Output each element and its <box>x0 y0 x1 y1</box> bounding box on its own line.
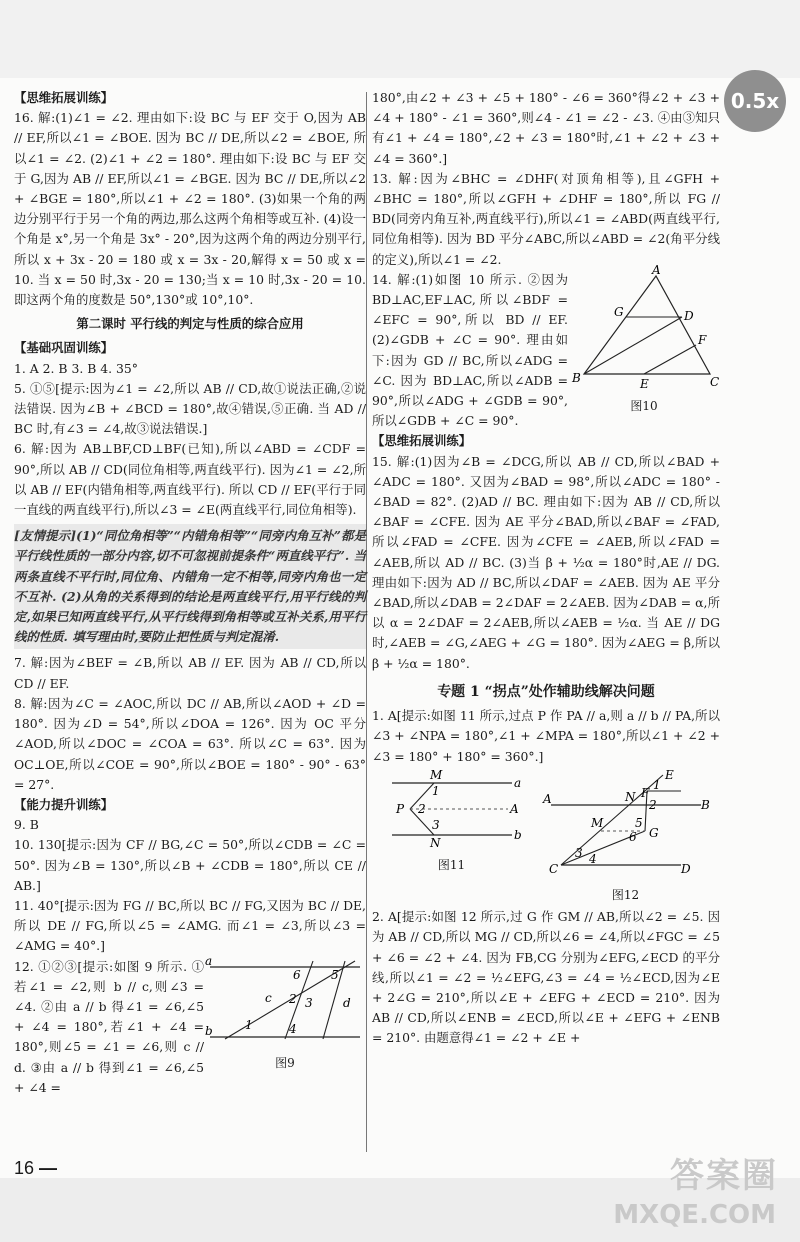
topic-answer-2: 2. A[提示:如图 12 所示,过 G 作 GM // AB,所以∠2 = ∠5. 因为 AB // CD,所以 MG // CD,所以∠6 = ∠4,所以∠FGC = ∠5 + ∠6 = ∠2 + ∠4. 因为 FB,CG 分别为∠EFG,∠ECD 的平分线,所以∠1 = ∠2 = ½∠EFG,∠3 = ∠4 = ½∠ECD,因为∠E + 2∠G = 210°,所以∠E + ∠EFG + ∠ECD = 210°. 因为 AB // CD,所以∠ENB = ∠ECD,所以∠E + ∠EFG + ∠ENB = 210°. 由题意得∠1 = ∠2 + ∠E + <box>372 909 720 1046</box>
watermark-logo: 答案圈 <box>670 1156 778 1196</box>
section-heading: 【基础巩固训练】 <box>14 340 114 356</box>
fig11-label-b: b <box>513 827 522 842</box>
section-heading: 【思维拓展训练】 <box>372 433 472 449</box>
answer-14: 14. 解:(1)如图 10 所示. ②因为 BD⊥AC,EF⊥AC,所以∠BDF = ∠EFC = 90°,所以 BD // EF. (2)∠GDB + ∠C = 90°. 理由如下:因为 GD // BC,所以∠ADG = ∠C. 因为 BD⊥AC,所以∠ADB = 90°,所以∠ADG + ∠GDB = 90°,所以∠GDB + ∠C = 90°. <box>372 271 568 429</box>
fig9-angle-3: 3 <box>305 995 313 1010</box>
answer-12: 12. ①②③[提示:如图 9 所示. ①若∠1 = ∠2,则 b // c,则∠3 = ∠4. ②由 a // b 得∠1 = ∠6,∠5 + ∠4 = 180°,若∠1 + ∠4 = 180°,则∠5 = ∠1 = ∠6,则 c // d. ③由 a // b 得到∠1 = ∠6,∠5 + ∠4 = <box>14 958 204 1095</box>
figure-12-diagram <box>541 769 711 879</box>
fig12-label-D: D <box>680 861 691 876</box>
fig11-label-a: a <box>513 775 521 790</box>
page-number-value: 16 <box>14 1158 35 1178</box>
fig10-label-C: C <box>710 374 720 389</box>
figure-9-caption: 图9 <box>275 1055 295 1070</box>
fig12-label-A: A <box>542 791 552 806</box>
left-column <box>14 88 366 1098</box>
figure-12-caption: 图12 <box>611 887 640 902</box>
fig10-label-F: F <box>698 332 707 347</box>
answer-5: 5. ①⑤[提示:因为∠1 = ∠2,所以 AB // CD,故①说法正确,②说法错误. 因为∠B + ∠BCD = 180°,故④错误,⑤正确. 当 AD // BC 时,有∠3 = ∠4,故③说法错误.] <box>14 380 366 437</box>
answer-15: 15. 解:(1)因为∠B = ∠DCG,所以 AB // CD,所以∠BAD + ∠ADC = 180°. 又因为∠BAD = 98°,所以∠ADC = 180° - ∠BAD = 82°. (2)AD // BC. 理由如下:因为 AB // CD,所以∠BAF = ∠CFE. 因为 AE 平分∠BAD,所以∠BAF = ∠FAD,所以∠FAD = ∠CFE. 因为∠CFE = ∠AEB,所以∠FAD = ∠AEB,所以 AD // BC. (3)当 β + ½α = 180°时,AE // DG. 理由如下:因为 AD // BC,所以∠DAF = ∠AEB. 因为 AE 平分∠BAD,所以∠DAB = 2∠DAF = 2∠AEB. 因为∠DAB = α,所以 α = 2∠DAF = 2∠AEB,所以∠AEB = ½α. 当 AE // DG 时,∠AEB = ∠G,∠AEG + ∠G = 180°. 因为∠AEG = β,所以 β + ½α = 180°. <box>372 453 720 671</box>
lesson-title: 第二课时 平行线的判定与性质的综合应用 <box>76 316 304 332</box>
fig10-label-E: E <box>640 376 649 391</box>
fig12-label-B: B <box>700 797 710 812</box>
figure-9-diagram <box>205 953 365 1047</box>
topic-title: 专题 1 “拐点”处作辅助线解决问题 <box>437 683 655 700</box>
answer-9: 9. B <box>14 817 39 833</box>
fig12-angle-3: 3 <box>574 845 583 860</box>
fig12-label-N: N <box>624 789 635 804</box>
fig12-angle-1: 1 <box>652 777 661 792</box>
fig9-label-d: d <box>343 995 351 1010</box>
figure-10-caption: 图10 <box>630 399 658 414</box>
figure-9 <box>204 953 366 1098</box>
answer-8: 8. 解:因为∠C = ∠AOC,所以 DC // AB,所以∠AOD + ∠D = 180°. 因为∠D = 54°,所以∠DOA = 126°. 因为 OC 平分∠AOD,所以∠DOC = ∠COA = 63°. 所以∠C = 63°. 因为 OC⊥OE,所以∠COE = 90°,所以∠BOE = 180° - 90° - 63° = 27°. <box>14 695 366 792</box>
fig10-label-G: G <box>614 304 624 319</box>
fig9-angle-2: 2 <box>289 991 297 1006</box>
fig9-angle-1: 1 <box>245 1017 253 1032</box>
page-number: 16 — <box>14 1158 58 1178</box>
figure-11 <box>382 769 522 905</box>
answer-13: 13. 解:因为∠BHC = ∠DHF(对顶角相等),且∠GFH + ∠BHC = 180°,所以∠GFH + ∠DHF = 180°,所以 FG // BD(同旁内角互补,两直线平行),所以∠1 = ∠ABD(两直线平行,同位角相等). 因为 BD 平分∠ABC,所以∠ABD = ∠2(角平分线的定义),所以∠1 = ∠2. <box>372 170 720 267</box>
section-heading: 【能力提升训练】 <box>14 796 114 812</box>
fig9-label-a: a <box>205 953 213 968</box>
fig10-label-A: A <box>652 262 661 277</box>
playback-speed-button[interactable]: 0.5x <box>724 70 786 132</box>
answer-14-block <box>372 262 720 432</box>
answer-12-block <box>14 953 366 1098</box>
answer-1-4: 1. A 2. B 3. B 4. 35° <box>14 360 138 376</box>
column-divider <box>366 92 367 1152</box>
fig11-label-M: M <box>429 767 442 782</box>
fig9-angle-4: 4 <box>289 1021 297 1036</box>
fig12-angle-6: 6 <box>628 829 637 844</box>
fig11-angle-3: 3 <box>431 817 440 832</box>
answer-7: 7. 解:因为∠BEF = ∠B,所以 AB // EF. 因为 AB // CD,所以 CD // EF. <box>14 655 366 691</box>
figure-10 <box>568 262 720 432</box>
fig12-label-M: M <box>590 815 603 830</box>
friendly-tip: [友情提示](1)“同位角相等”“内错角相等”“同旁内角互补”都是平行线性质的一部分内容,切不可忽视前提条件“两直线平行”. 当两条直线不平行时,同位角、内错角一定不相等,同旁内角也一定不互补. (2)从角的关系得到的结论是两直线平行,用平行线的判定,如果已知两直线平行,从平行线得到角相等或互补关系,用平行线的性质. 填写理由时,要防止把性质与判定混淆. <box>14 524 366 649</box>
fig11-label-P: P <box>395 801 404 816</box>
fig9-label-c: c <box>265 990 272 1005</box>
section-heading: 【思维拓展训练】 <box>14 90 114 105</box>
fig11-angle-2: 2 <box>417 801 426 816</box>
fig12-angle-2: 2 <box>648 797 657 812</box>
fig9-angle-5: 5 <box>331 967 339 982</box>
fig12-label-E: E <box>664 767 674 782</box>
answer-6: 6. 解:因为 AB⊥BF,CD⊥BF(已知),所以∠ABD = ∠CDF = 90°,所以 AB // CD(同位角相等,两直线平行). 因为∠1 = ∠2,所以 AB // EF(内错角相等,两直线平行). 所以 CD // EF(平行于同一直线的两直线平行),所以∠3 = ∠E(两直线平行,同位角相等). <box>14 441 366 518</box>
fig11-label-N: N <box>429 835 440 850</box>
viewer-top-bar <box>0 0 800 78</box>
fig12-label-C: C <box>548 861 558 876</box>
fig10-label-B: B <box>572 370 581 385</box>
fig10-label-D: D <box>684 308 694 323</box>
fig9-label-b: b <box>205 1023 213 1038</box>
topic-answer-1: 1. A[提示:如图 11 所示,过点 P 作 PA // a,则 a // b // PA,所以∠3 + ∠NPA = 180°,∠1 + ∠MPA = 180°,所以∠1 + ∠2 + ∠3 = 180° + 180° = 360°.] <box>372 708 720 764</box>
figure-12 <box>541 769 711 905</box>
answer-11: 11. 40°[提示:因为 FG // BC,所以 BC // FG,又因为 BC // DE,所以 DE // FG,所以∠5 = ∠AMG. 而∠1 = ∠3,所以∠3 = ∠AMG = 40°.] <box>14 897 366 954</box>
right-column <box>372 88 720 1049</box>
fig12-label-G: G <box>648 825 659 840</box>
fig12-angle-4: 4 <box>588 851 597 866</box>
fig11-label-A: A <box>509 801 519 816</box>
fig9-angle-6: 6 <box>293 967 301 982</box>
fig12-label-F: F <box>640 785 649 800</box>
figure-11-diagram <box>382 769 522 849</box>
fig12-angle-5: 5 <box>634 815 643 830</box>
figure-10-diagram <box>570 262 720 391</box>
answer-10: 10. 130[提示:因为 CF // BG,∠C = 50°,所以∠CDB = ∠C = 50°. 因为∠B = 130°,所以∠B + ∠CDB = 180°,所以 CE // AB.] <box>14 837 366 893</box>
answer-16: 16. 解:(1)∠1 = ∠2. 理由如下:设 BC 与 EF 交于 O,因为 AB // EF,所以∠1 = ∠BOE. 因为 BC // DE,所以∠2 = ∠BOE, 所以∠1 = ∠2. (2)∠1 + ∠2 = 180°. 理由如下:设 BC 与 EF 交于 G,因为 AB // EF,所以∠1 = ∠BGE. 因为 BC // DE,所以∠2 + ∠BGE = 180°,所以∠1 + ∠2 = 180°. (3)如果一个角的两边分别平行于另一个角的两边,那么这两个角相等或互补. (4)设一个角是 x°,另一个角是 3x° - 20°,因为这两个角的两边分别平行,所以 x + 3x - 20 = 180 或 x = 3x - 20,解得 x = 50 或 x = 10. 当 x = 50 时,3x - 20 = 130;当 x = 10 时,3x - 20 = 10. 即这两个角的度数是 50°,130°或 10°,10°. <box>14 110 366 308</box>
fig11-angle-1: 1 <box>431 783 440 798</box>
figures-11-12 <box>372 769 720 905</box>
watermark-url: MXQE.COM <box>613 1200 776 1230</box>
answer-12-continued: 180°,由∠2 + ∠3 + ∠5 + 180° - ∠6 = 360°得∠2 + ∠3 + ∠4 + 180° - ∠1 = 360°,则∠4 - ∠1 = ∠2 - ∠3. ④由③知只有∠1 + ∠4 = 180°,∠2 + ∠3 = 180°时,∠1 + ∠2 + ∠3 + ∠4 = 360°.] <box>372 90 720 166</box>
figure-11-caption: 图11 <box>437 857 466 872</box>
